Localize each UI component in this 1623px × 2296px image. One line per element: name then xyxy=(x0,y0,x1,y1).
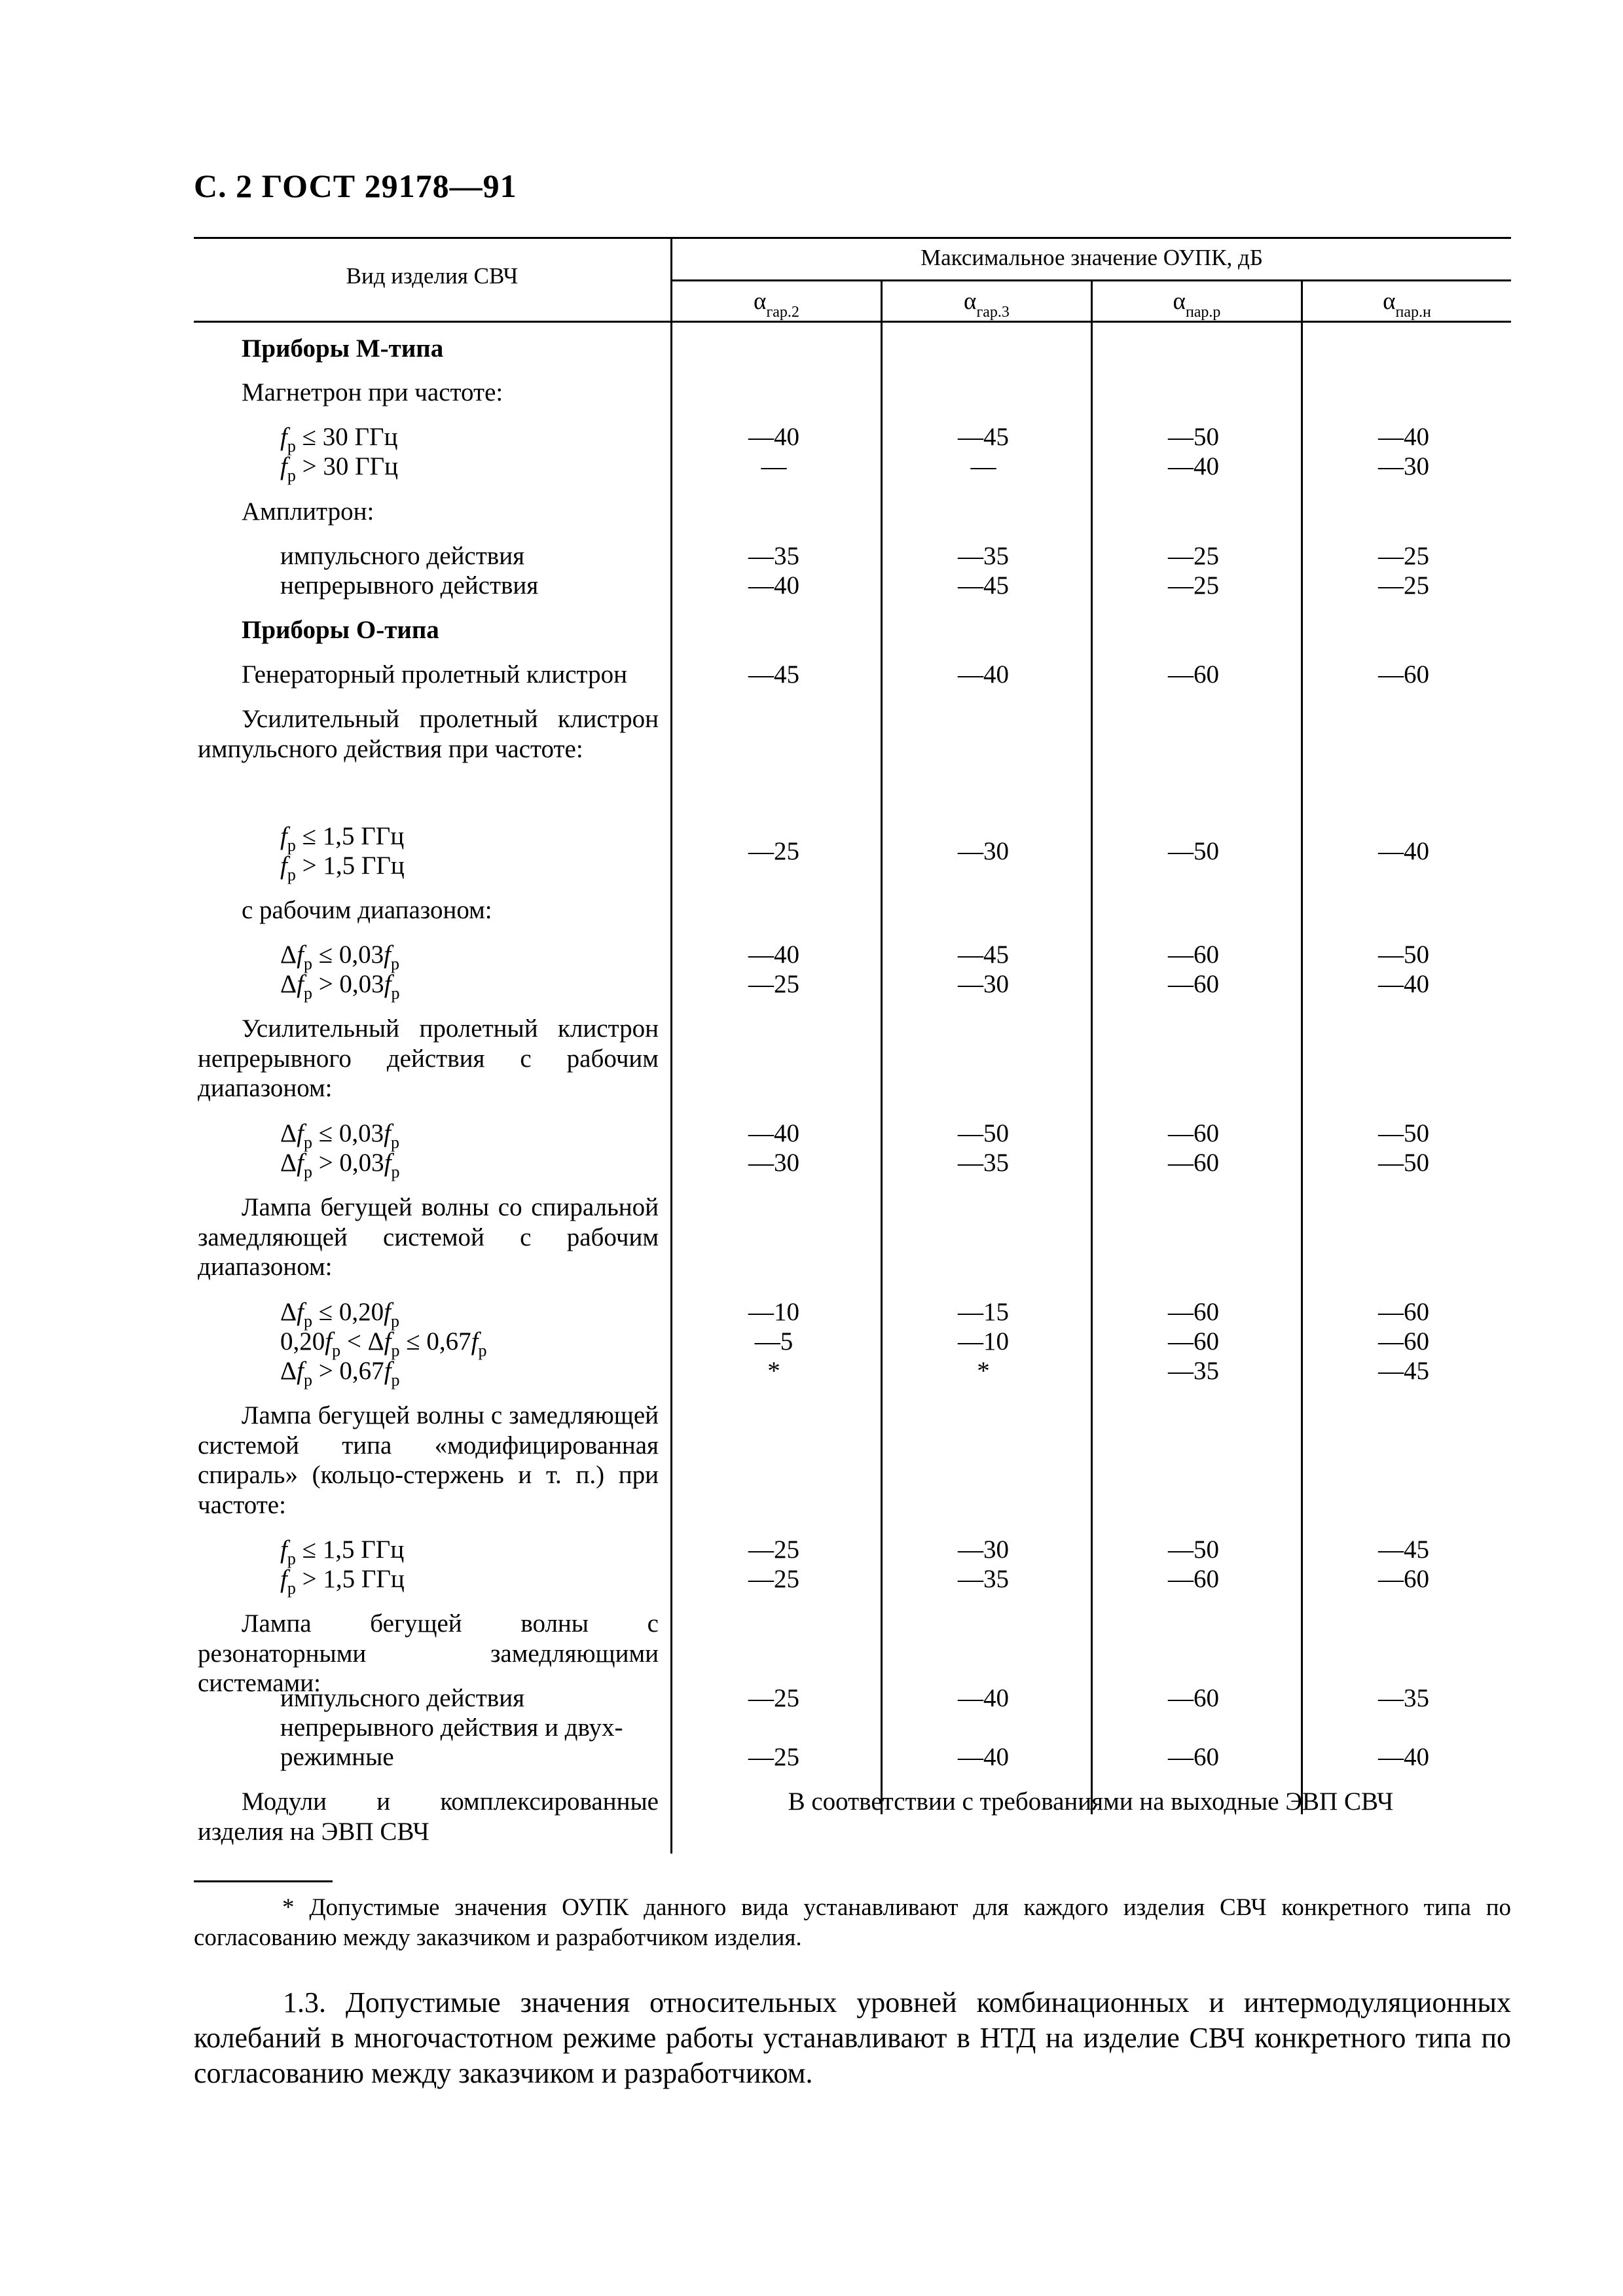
value-cell: —50 xyxy=(1168,423,1219,451)
value-cell: —60 xyxy=(1168,1119,1219,1147)
value-cell: —25 xyxy=(748,1565,799,1593)
value-cell: —50 xyxy=(958,1119,1009,1147)
value-cell: —40 xyxy=(748,1119,799,1147)
value-cell: —35 xyxy=(958,542,1009,570)
value-cell: —50 xyxy=(1168,837,1219,865)
row-fp-gt-1-5: $f_р > 1,5$ ГГц xyxy=(280,852,405,884)
value-cell: —40 xyxy=(1378,970,1429,998)
value-cell: —45 xyxy=(748,660,799,689)
row-fp-le-1-5-twt: $f_р \le 1,5$ ГГц xyxy=(280,1535,405,1568)
value-cell: —40 xyxy=(748,423,799,451)
row-fp-gt-30: $f_р > 30$ ГГц xyxy=(280,452,399,485)
row-work-range: с рабочим диапазоном: xyxy=(242,896,492,924)
value-cell: —60 xyxy=(1168,941,1219,969)
row-dfp-le-0-03: $\Delta f_р \le 0,03f_р$ xyxy=(280,941,399,973)
value-cell: —50 xyxy=(1378,1119,1429,1147)
value-cell: —25 xyxy=(748,1535,799,1564)
value-cell: —10 xyxy=(748,1298,799,1326)
column-header-product: Вид изделия СВЧ xyxy=(346,263,519,289)
value-cell: —40 xyxy=(1378,423,1429,451)
value-cell: —60 xyxy=(1378,660,1429,689)
row-amp-klystron-pulse: Усилительный пролетный клистрон импульсного действия при частоте: xyxy=(198,705,659,763)
column-group-header: Максимальное значение ОУПК, дБ xyxy=(921,245,1263,270)
row-twt-resonator: Лампа бегущей волны с резонаторными замедляющими системами: xyxy=(198,1609,659,1697)
row-fp-le-1-5: $f_р \le 1,5$ ГГц xyxy=(280,822,405,855)
row-amp-klystron-cont: Усилительный пролетный клистрон непрерывного действия с рабочим диапазоном: xyxy=(198,1014,659,1102)
value-cell: —25 xyxy=(1168,571,1219,600)
value-cell: —40 xyxy=(748,571,799,600)
value-cell: —40 xyxy=(958,660,1009,689)
value-cell: —25 xyxy=(748,970,799,998)
value-cell: —60 xyxy=(1168,1565,1219,1593)
value-cell: —30 xyxy=(1378,452,1429,480)
value-cell: —40 xyxy=(1168,452,1219,480)
row-fp-le-30: $f_р \le 30$ ГГц xyxy=(280,423,398,456)
row-gen-klystron: Генераторный пролетный клистрон xyxy=(242,660,627,689)
value-cell: —45 xyxy=(1378,1357,1429,1385)
data-table xyxy=(194,237,1511,1854)
table-vline-1 xyxy=(881,281,883,1814)
value-cell: * xyxy=(767,1357,780,1385)
value-cell: —45 xyxy=(1378,1535,1429,1564)
value-cell: —45 xyxy=(958,423,1009,451)
value-cell: — xyxy=(761,452,787,480)
footnote-rule xyxy=(194,1880,333,1882)
row-range-0-20-0-67: $0,20f_р < \Delta f_р \le 0,67f_р$ xyxy=(280,1327,487,1360)
value-cell: —5 xyxy=(754,1327,793,1355)
value-cell: —25 xyxy=(748,1684,799,1712)
value-cell: —45 xyxy=(958,941,1009,969)
value-cell: * xyxy=(977,1357,990,1385)
alpha-header-2: $\alpha_{гар.3}$ xyxy=(964,288,1010,321)
table-vline-0 xyxy=(670,237,672,1854)
row-amplitron-pulse: импульсного действия xyxy=(280,542,525,570)
table-vline-2 xyxy=(1091,281,1093,1814)
section-m-type: Приборы М-типа xyxy=(242,334,444,363)
row-amplitron-cont: непрерывного действия xyxy=(280,571,539,600)
row-dfp-le-0-03-cont: $\Delta f_р \le 0,03f_р$ xyxy=(280,1119,399,1152)
page-title: С. 2 ГОСТ 29178—91 xyxy=(194,168,517,204)
value-cell: —60 xyxy=(1378,1565,1429,1593)
alpha-header-1: $\alpha_{гар.2}$ xyxy=(754,288,799,321)
row-dfp-gt-0-03-cont: $\Delta f_р > 0,03f_р$ xyxy=(280,1149,400,1181)
value-cell: —50 xyxy=(1378,1149,1429,1177)
value-cell: —25 xyxy=(1168,542,1219,570)
section-o-type: Приборы О-типа xyxy=(242,616,439,644)
value-cell: —30 xyxy=(748,1149,799,1177)
value-cell: —15 xyxy=(958,1298,1009,1326)
value-cell: —60 xyxy=(1168,1684,1219,1712)
row-resonator-cont-1: непрерывного действия и двух- xyxy=(280,1713,623,1742)
alpha-header-3: $\alpha_{пар.р}$ xyxy=(1173,288,1221,321)
value-cell: —60 xyxy=(1168,660,1219,689)
value-cell: —25 xyxy=(748,837,799,865)
value-cell: — xyxy=(970,452,996,480)
value-cell: —35 xyxy=(958,1149,1009,1177)
row-twt-modified: Лампа бегущей волны с замедляющей системой типа «модифицированная спираль» (кольцо-стержень и т. п.) при частоте: xyxy=(198,1401,659,1519)
value-cell: —35 xyxy=(1168,1357,1219,1385)
value-cell: —60 xyxy=(1168,1149,1219,1177)
value-cell: —40 xyxy=(1378,837,1429,865)
row-dfp-gt-0-03: $\Delta f_р > 0,03f_р$ xyxy=(280,970,400,1003)
row-resonator-cont-2: режимные xyxy=(280,1743,394,1771)
alpha-header-4: $\alpha_{пар.н}$ xyxy=(1383,288,1431,321)
value-cell: —40 xyxy=(1378,1743,1429,1771)
paragraph-1-3: 1.3. Допустимые значения относительных уровней комбинационных и интермодуляционных колебаний в многочастотном режиме работы устанавливают в НТД на изделие СВЧ конкретного типа по согласованию между заказчиком и разработчиком. xyxy=(194,1986,1511,2089)
value-cell: —30 xyxy=(958,837,1009,865)
table-vline-3 xyxy=(1301,281,1303,1814)
value-cell: —40 xyxy=(958,1743,1009,1771)
value-cell: —10 xyxy=(958,1327,1009,1355)
value-cell: —50 xyxy=(1378,941,1429,969)
value-cell: —30 xyxy=(958,1535,1009,1564)
table-top-rule xyxy=(194,237,1511,239)
row-twt-spiral: Лампа бегущей волны со спиральной замедляющей системой с рабочим диапазоном: xyxy=(198,1193,659,1281)
footnote: * Допустимые значения ОУПК данного вида устанавливают для каждого изделия СВЧ конкретного типа по согласованию между заказчиком и разработчиком изделия. xyxy=(194,1894,1511,1951)
value-cell: —25 xyxy=(1378,542,1429,570)
row-resonator-pulse: импульсного действия xyxy=(280,1684,525,1712)
value-cell: —35 xyxy=(958,1565,1009,1593)
modules-value: В соответствии с требованиями на выходные ЭВП СВЧ xyxy=(788,1787,1394,1816)
value-cell: —25 xyxy=(748,1743,799,1771)
row-magnetron: Магнетрон при частоте: xyxy=(242,378,503,406)
row-dfp-le-0-20: $\Delta f_р \le 0,20f_р$ xyxy=(280,1298,399,1331)
row-dfp-gt-0-67: $\Delta f_р > 0,67f_р$ xyxy=(280,1357,400,1390)
value-cell: —25 xyxy=(1378,571,1429,600)
value-cell: —35 xyxy=(1378,1684,1429,1712)
value-cell: —45 xyxy=(958,571,1009,600)
row-fp-gt-1-5-twt: $f_р > 1,5$ ГГц xyxy=(280,1565,405,1598)
value-cell: —40 xyxy=(958,1684,1009,1712)
value-cell: —60 xyxy=(1168,970,1219,998)
value-cell: —35 xyxy=(748,542,799,570)
value-cell: —50 xyxy=(1168,1535,1219,1564)
value-cell: —60 xyxy=(1168,1327,1219,1355)
row-modules: Модули и комплексированные изделия на ЭВП СВЧ xyxy=(198,1787,659,1846)
value-cell: —40 xyxy=(748,941,799,969)
value-cell: —60 xyxy=(1378,1298,1429,1326)
row-amplitron: Амплитрон: xyxy=(242,497,374,526)
value-cell: —30 xyxy=(958,970,1009,998)
value-cell: —60 xyxy=(1168,1743,1219,1771)
value-cell: —60 xyxy=(1168,1298,1219,1326)
value-cell: —60 xyxy=(1378,1327,1429,1355)
